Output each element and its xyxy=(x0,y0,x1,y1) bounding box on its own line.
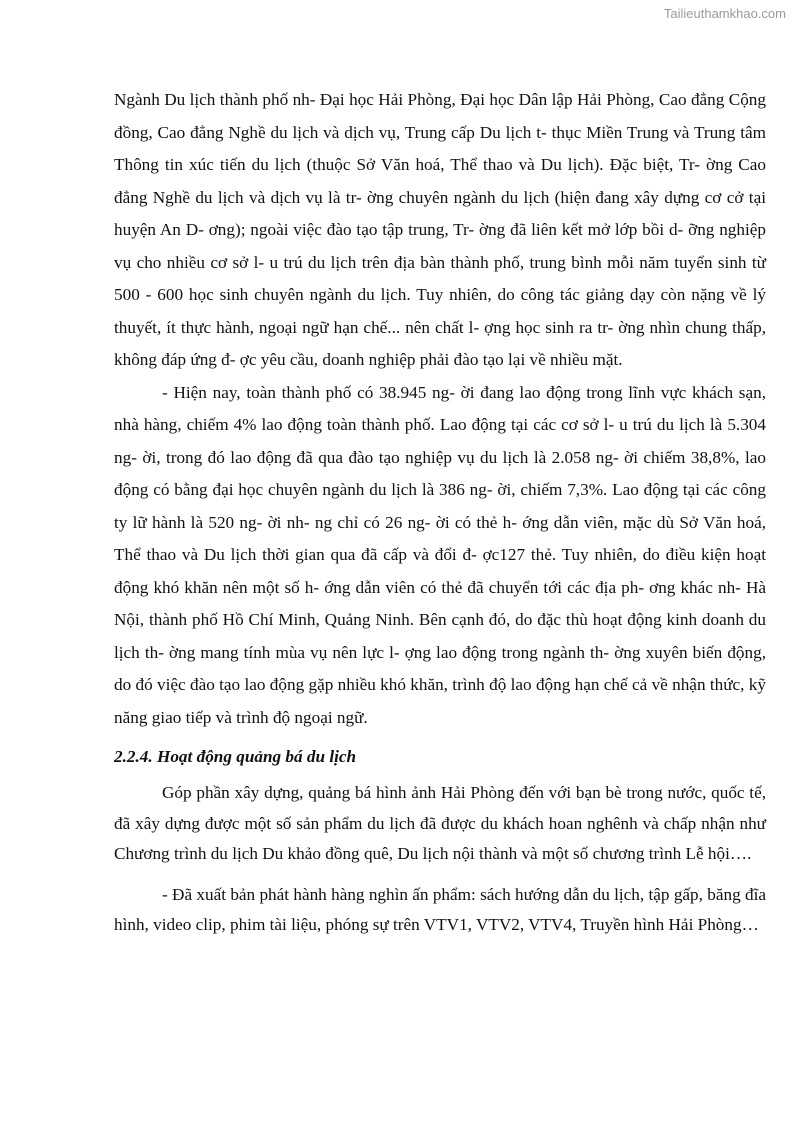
site-watermark: Tailieuthamkhao.com xyxy=(663,6,786,21)
paragraph-publications: - Đã xuất bản phát hành hàng nghìn ấn phẩm: sách hướng dẫn du lịch, tập gấp, băng đĩa hình, video clip, phim tài liệu, phóng sự trên VTV1, VTV2, VTV4, Truyền hình Hải Phòng… xyxy=(114,884,766,934)
document-body xyxy=(114,84,766,951)
paragraph-training-institutions: Ngành Du lịch thành phố nh- Đại học Hải Phòng, Đại học Dân lập Hải Phòng, Cao đẳng Cộng đồng, Cao đẳng Nghề du lịch và dịch vụ, Trung cấp Du lịch t- thục Miền Trung và Trung tâm Thông tin xúc tiến du lịch (thuộc Sở Văn hoá, Thể thao và Du lịch). Đặc biệt, Tr- ờng Cao đẳng Nghề du lịch và dịch vụ là tr- ờng chuyên ngành du lịch (hiện đang xây dựng cơ cở tại huyện An D- ơng); ngoài việc đào tạo tập trung, Tr- ờng đã liên kết mở lớp bồi d- ỡng nghiệp vụ cho nhiều cơ sở l- u trú du lịch trên địa bàn thành phố, trung bình mỗi năm tuyển sinh từ 500 - 600 học sinh chuyên ngành du lịch. Tuy nhiên, do công tác giảng dạy còn nặng về lý thuyết, ít thực hành, ngoại ngữ hạn chế... nên chất l- ợng học sinh ra tr- ờng nhìn chung thấp, không đáp ứng đ- ợc yêu cầu, doanh nghiệp phải đào tạo lại về nhiều mặt. xyxy=(114,90,766,369)
section-heading: 2.2.4. Hoạt động quảng bá du lịch xyxy=(114,747,357,766)
paragraph-promotion-products: Góp phần xây dựng, quảng bá hình ảnh Hải Phòng đến với bạn bè trong nước, quốc tế, đã xây dựng được một số sản phẩm du lịch đã được du khách hoan nghênh và chấp nhận như Chương trình du lịch Du khảo đồng quê, Du lịch nội thành và một số chương trình Lễ hội…. xyxy=(114,783,766,863)
paragraph-labor-statistics: - Hiện nay, toàn thành phố có 38.945 ng- ời đang lao động trong lĩnh vực khách sạn, nhà hàng, chiếm 4% lao động toàn thành phố. Lao động tại các cơ sở l- u trú du lịch là 5.304 ng- ời, trong đó lao động đã qua đào tạo nghiệp vụ du lịch là 2.058 ng- ời chiếm 38,8%, lao động có bằng đại học chuyên ngành du lịch là 386 ng- ời, chiếm 7,3%. Lao động tại các công ty lữ hành là 520 ng- ời nh- ng chỉ có 26 ng- ời có thẻ h- ớng dẫn viên, mặc dù Sở Văn hoá, Thể thao và Du lịch thời gian qua đã cấp và đổi đ- ợc127 thẻ. Tuy nhiên, do điều kiện hoạt động khó khăn nên một số h- ớng dẫn viên có thẻ đã chuyển tới các địa ph- ơng khác nh- Hà Nội, thành phố Hồ Chí Minh, Quảng Ninh. Bên cạnh đó, do đặc thù hoạt động kinh doanh du lịch th- ờng mang tính mùa vụ nên lực l- ợng lao động trong ngành th- ờng xuyên biến động, do đó việc đào tạo lao động gặp nhiều khó khăn, trình độ lao động hạn chế cả về nhận thức, kỹ năng giao tiếp và trình độ ngoại ngữ. xyxy=(114,382,766,727)
